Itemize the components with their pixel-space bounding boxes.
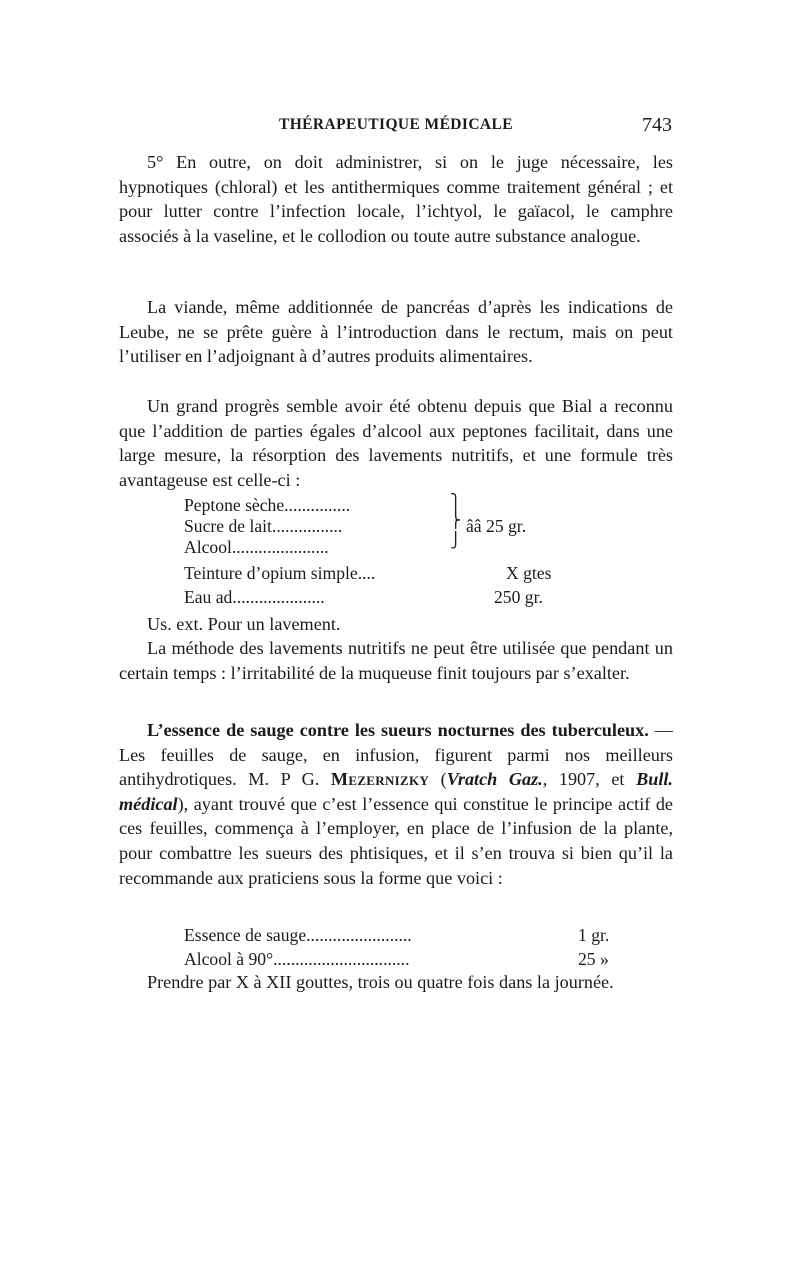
formula-usage-note: Us. ext. Pour un lavement.: [147, 614, 341, 634]
paragraph-meat: La viande, même additionnée de pancréas d’après les indications de Leube, ne se prête guère à l’introduction dans le rectum, mais on peut l’utiliser en l’adjoignant à d’autres produits alimentaires.: [119, 297, 673, 367]
formula-quantity: 250 gr.: [494, 587, 543, 607]
brace-mark: ⎫: [450, 495, 462, 511]
formula-item: Teinture d’opium simple....: [184, 563, 376, 583]
author-name: Mezernizky: [330, 769, 430, 790]
running-title: THÉRAPEUTIQUE MÉDICALE: [278, 116, 513, 133]
formula-sage: [184, 924, 644, 972]
paragraph-treatment: 5° En outre, on doit administrer, si on le juge nécessaire, les hypnotiques (chloral) et les antithermiques comme traitement général ; et pour lutter contre l’infection locale, l’ichtyol, le gaïacol, le camphre associés à la vaseline, et le collodion ou toute autre substance analogue.: [119, 152, 673, 246]
section-heading: L’essence de sauge contre les sueurs nocturnes des tuberculeux.: [147, 720, 649, 740]
formula-grouped-quantity: ââ 25 gr.: [466, 516, 527, 536]
paragraph-method-limit: La méthode des lavements nutritifs ne peut être utilisée que pendant un certain temps : l’irritabilité de la muqueuse finit toujours par s’exalter.: [119, 638, 673, 683]
formula-item: Sucre de lait................: [184, 516, 343, 536]
formula-item: Essence de sauge........................: [184, 925, 412, 945]
formula-item: Peptone sèche...............: [184, 495, 351, 515]
formula-quantity: 25 »: [578, 949, 609, 969]
brace-mark: ⎭: [450, 533, 462, 549]
paragraph-bial: Un grand progrès semble avoir été obtenu depuis que Bial a reconnu que l’addition de parties égales d’alcool aux peptones facilitait, dans une large mesure, la résorption des lavements nutritifs, et une formule très avantageuse est celle-ci :: [119, 396, 673, 490]
formula-item: Alcool......................: [184, 537, 329, 557]
formula-item: Alcool à 90°...............................: [184, 949, 410, 969]
formula-item: Eau ad.....................: [184, 587, 325, 607]
formula-quantity: X gtes: [506, 563, 552, 583]
formula-quantity: 1 gr.: [578, 925, 610, 945]
page-number: 743: [642, 114, 672, 136]
formula-lavement: [184, 494, 584, 612]
journal-reference: Bull. médical: [119, 769, 673, 814]
journal-reference: Vratch Gaz.: [446, 769, 543, 790]
running-header: [120, 116, 672, 140]
brace-mark: ⎬: [450, 513, 462, 529]
paragraph-dosage: Prendre par X à XII gouttes, trois ou quatre fois dans la journée.: [147, 972, 614, 992]
paragraph-sage-essence: L’essence de sauge contre les sueurs nocturnes des tuberculeux. — Les feuilles de sauge, en infusion, figurent parmi nos meilleurs antihydrotiques. M. P G. Mezernizky (Vratch Gaz., 1907, et Bull. médical), ayant trouvé que c’est l’essence qui constitue le principe actif de ces feuilles, commença à l’employer, en place de l’infusion de la plante, pour combattre les sueurs des phtisiques, et il s’en trouva si bien qu’il la recommande aux praticiens sous la forme que voici :: [119, 720, 673, 888]
